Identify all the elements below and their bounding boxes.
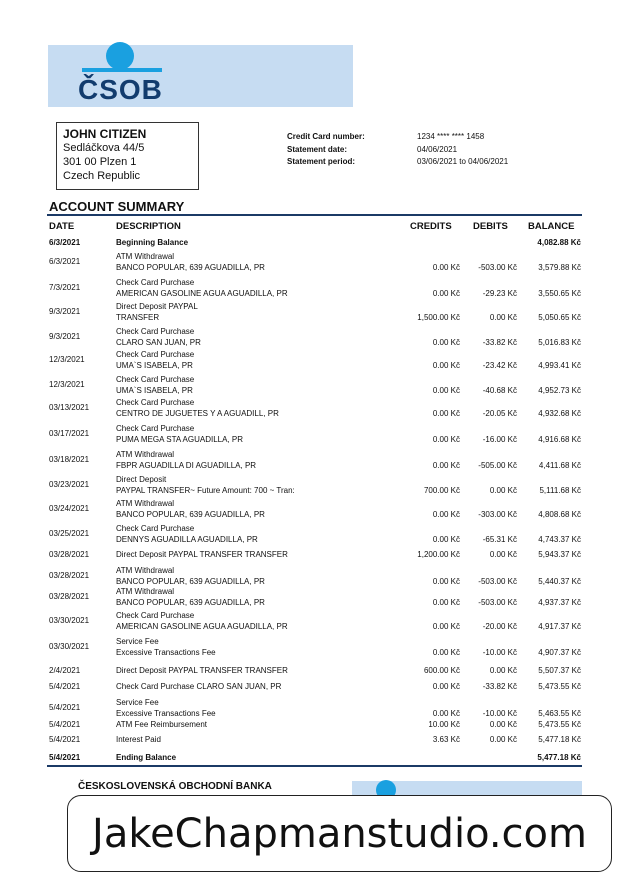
row-debit: -505.00 Kč: [478, 461, 517, 470]
row-description-line2: Check Card Purchase CLARO SAN JUAN, PR: [116, 682, 282, 691]
row-description-line2: CLARO SAN JUAN, PR: [116, 338, 201, 347]
table-row: [0, 566, 629, 588]
table-row: [0, 524, 629, 546]
row-description-line1: Check Card Purchase: [116, 327, 195, 336]
statement-period-value: 03/06/2021 to 04/06/2021: [417, 157, 509, 166]
row-date: 7/3/2021: [49, 283, 81, 292]
table-row: [0, 327, 629, 349]
customer-name: JOHN CITIZEN: [63, 127, 147, 141]
card-number-value: 1234 **** **** 1458: [417, 132, 485, 141]
row-date: 03/30/2021: [49, 642, 90, 651]
row-description-line1: Service Fee: [116, 637, 159, 646]
row-description-line2: FBPR AGUADILLA DI AGUADILLA, PR: [116, 461, 257, 470]
row-credit: 0.00 Kč: [432, 435, 460, 444]
row-credit: 0.00 Kč: [432, 709, 460, 718]
table-row: [0, 666, 629, 678]
row-date: 12/3/2021: [49, 380, 85, 389]
row-balance: 5,016.83 Kč: [538, 338, 581, 347]
row-balance: 4,907.37 Kč: [538, 648, 581, 657]
row-description-line2: BANCO POPULAR, 639 AGUADILLA, PR: [116, 510, 265, 519]
row-description-line2: PUMA MEGA STA AGUADILLA, PR: [116, 435, 244, 444]
table-row: [0, 637, 629, 659]
row-balance: 4,082.88 Kč: [537, 238, 581, 247]
row-balance: 5,507.37 Kč: [538, 666, 581, 675]
row-debit: 0.00 Kč: [489, 550, 517, 559]
row-description-line2: Excessive Transactions Fee: [116, 709, 216, 718]
row-debit: -23.42 Kč: [482, 361, 517, 370]
col-header-debits: DEBITS: [473, 221, 508, 232]
statement-date-value: 04/06/2021: [417, 144, 458, 154]
customer-country: Czech Republic: [63, 170, 141, 182]
row-description-line2: Direct Deposit PAYPAL TRANSFER TRANSFER: [116, 550, 288, 559]
row-debit: -503.00 Kč: [478, 598, 517, 607]
table-row: [0, 375, 629, 397]
table-row: [0, 698, 629, 720]
table-row: [0, 499, 629, 521]
row-description-line2: Beginning Balance: [116, 238, 189, 247]
row-description-line1: Check Card Purchase: [116, 424, 195, 433]
table-row: [0, 350, 629, 372]
row-date: 5/4/2021: [49, 720, 81, 729]
row-description-line2: PAYPAL TRANSFER~ Future Amount: 700 ~ Tran:: [116, 486, 295, 495]
customer-street: Sedláčkova 44/5: [63, 142, 145, 154]
table-row: [0, 302, 629, 324]
statement-info: [287, 131, 629, 169]
row-description-line2: AMERICAN GASOLINE AGUA AGUADILLA, PR: [116, 289, 288, 298]
row-description-line2: DENNYS AGUADILLA AGUADILLA, PR: [116, 535, 258, 544]
table-row: [0, 252, 629, 274]
row-date: 5/4/2021: [49, 682, 81, 691]
customer-address-box: [56, 122, 199, 190]
row-balance: 5,440.37 Kč: [538, 577, 581, 586]
table-row: [0, 424, 629, 446]
row-description-line2: Ending Balance: [116, 753, 177, 762]
row-description-line1: Direct Deposit: [116, 475, 167, 484]
row-description-line1: Check Card Purchase: [116, 611, 195, 620]
row-date: 12/3/2021: [49, 355, 85, 364]
row-date: 03/24/2021: [49, 504, 90, 513]
row-description-line1: Check Card Purchase: [116, 375, 195, 384]
row-description-line2: AMERICAN GASOLINE AGUA AGUADILLA, PR: [116, 622, 288, 631]
row-balance: 5,111.68 Kč: [539, 486, 581, 495]
row-credit: 0.00 Kč: [432, 409, 460, 418]
row-description-line1: Service Fee: [116, 698, 159, 707]
bank-logo-text: ČSOB: [78, 74, 163, 105]
table-row: [0, 398, 629, 420]
row-balance: 3,550.65 Kč: [538, 289, 581, 298]
row-balance: 5,050.65 Kč: [538, 313, 581, 322]
row-credit: 0.00 Kč: [432, 648, 460, 657]
row-description-line1: ATM Withdrawal: [116, 499, 175, 508]
row-balance: 4,937.37 Kč: [538, 598, 581, 607]
table-row: [0, 278, 629, 300]
row-credit: 0.00 Kč: [432, 338, 460, 347]
table-row: [0, 450, 629, 472]
table-row: [0, 611, 629, 633]
row-debit: 0.00 Kč: [489, 486, 517, 495]
table-row: [0, 238, 629, 250]
row-description-line2: BANCO POPULAR, 639 AGUADILLA, PR: [116, 263, 265, 272]
row-credit: 0.00 Kč: [432, 535, 460, 544]
row-credit: 0.00 Kč: [432, 622, 460, 631]
row-date: 03/25/2021: [49, 529, 90, 538]
row-debit: -503.00 Kč: [478, 577, 517, 586]
row-date: 03/30/2021: [49, 616, 90, 625]
row-debit: -33.82 Kč: [482, 682, 517, 691]
row-debit: -303.00 Kč: [478, 510, 517, 519]
row-debit: 0.00 Kč: [489, 735, 517, 744]
summary-top-rule: [47, 214, 582, 216]
row-date: 9/3/2021: [49, 307, 81, 316]
table-row: [0, 587, 629, 609]
row-description-line1: Direct Deposit PAYPAL: [116, 302, 198, 311]
row-description-line1: ATM Withdrawal: [116, 252, 175, 261]
row-credit: 0.00 Kč: [432, 289, 460, 298]
row-debit: -40.68 Kč: [482, 386, 517, 395]
row-credit: 0.00 Kč: [432, 386, 460, 395]
row-description-line1: Check Card Purchase: [116, 398, 195, 407]
row-description-line2: Direct Deposit PAYPAL TRANSFER TRANSFER: [116, 666, 288, 675]
row-debit: -503.00 Kč: [478, 263, 517, 272]
row-description-line2: BANCO POPULAR, 639 AGUADILLA, PR: [116, 577, 265, 586]
row-balance: 4,743.37 Kč: [538, 535, 581, 544]
row-balance: 3,579.88 Kč: [538, 263, 581, 272]
card-number-label: Credit Card number:: [287, 132, 365, 141]
row-credit: 0.00 Kč: [432, 682, 460, 691]
logo-circle-icon: [106, 42, 134, 70]
row-description-line2: BANCO POPULAR, 639 AGUADILLA, PR: [116, 598, 265, 607]
row-balance: 5,473.55 Kč: [538, 720, 581, 729]
row-credit: 0.00 Kč: [432, 361, 460, 370]
row-balance: 5,477.18 Kč: [537, 753, 581, 762]
row-description-line2: CENTRO DE JUGUETES Y A AGUADILL, PR: [116, 409, 279, 418]
row-credit: 10.00 Kč: [428, 720, 460, 729]
row-balance: 5,477.18 Kč: [538, 735, 581, 744]
row-debit: 0.00 Kč: [489, 313, 517, 322]
row-balance: 5,473.55 Kč: [538, 682, 581, 691]
logo-bar: [82, 68, 162, 72]
table-row: [0, 735, 629, 747]
row-date: 03/17/2021: [49, 429, 90, 438]
row-description-line2: UMA`S ISABELA, PR: [116, 386, 193, 395]
row-date: 03/13/2021: [49, 403, 90, 412]
row-balance: 5,463.55 Kč: [538, 709, 581, 718]
col-header-credits: CREDITS: [410, 221, 452, 232]
row-date: 03/23/2021: [49, 480, 90, 489]
statement-date-label: Statement date:: [287, 144, 348, 154]
row-date: 2/4/2021: [49, 666, 81, 675]
row-balance: 5,943.37 Kč: [538, 550, 581, 559]
row-debit: -20.05 Kč: [482, 409, 517, 418]
row-description-line2: ATM Fee Reimbursement: [116, 720, 207, 729]
row-debit: -10.00 Kč: [482, 709, 517, 718]
row-credit: 0.00 Kč: [432, 577, 460, 586]
row-date: 03/28/2021: [49, 550, 90, 559]
row-credit: 700.00 Kč: [423, 486, 460, 495]
table-row: [0, 682, 629, 694]
row-description-line1: Interest Paid: [116, 735, 161, 744]
row-description-line2: Excessive Transactions Fee: [116, 648, 216, 657]
row-description-line1: ATM Withdrawal: [116, 450, 175, 459]
row-balance: 4,808.68 Kč: [538, 510, 581, 519]
row-description-line2: UMA`S ISABELA, PR: [116, 361, 193, 370]
watermark-banner: JakeChapmanstudio.com: [67, 795, 612, 872]
row-credit: 0.00 Kč: [432, 263, 460, 272]
col-header-balance: BALANCE: [528, 221, 575, 232]
row-debit: -29.23 Kč: [482, 289, 517, 298]
row-date: 9/3/2021: [49, 332, 81, 341]
row-balance: 4,411.68 Kč: [538, 461, 581, 470]
table-row: [0, 550, 629, 562]
row-date: 03/18/2021: [49, 455, 90, 464]
table-row: [0, 475, 629, 497]
row-debit: -33.82 Kč: [482, 338, 517, 347]
row-debit: -20.00 Kč: [482, 622, 517, 631]
row-description-line1: ATM Withdrawal: [116, 587, 175, 596]
row-debit: 0.00 Kč: [489, 720, 517, 729]
row-description-line2: TRANSFER: [116, 313, 160, 322]
row-credit: 0.00 Kč: [432, 461, 460, 470]
col-header-description: DESCRIPTION: [116, 221, 181, 232]
row-date: 5/4/2021: [49, 703, 81, 712]
row-balance: 4,916.68 Kč: [538, 435, 581, 444]
table-row: [0, 753, 629, 765]
account-summary-title: ACCOUNT SUMMARY: [49, 199, 185, 214]
col-header-date: DATE: [49, 221, 75, 232]
row-description-line1: Check Card Purchase: [116, 524, 195, 533]
row-credit: 1,200.00 Kč: [417, 550, 460, 559]
row-credit: 0.00 Kč: [432, 510, 460, 519]
row-date: 03/28/2021: [49, 571, 90, 580]
row-description-line1: ATM Withdrawal: [116, 566, 175, 575]
row-balance: 4,993.41 Kč: [538, 361, 581, 370]
statement-period-label: Statement period:: [287, 157, 356, 166]
row-debit: -65.31 Kč: [482, 535, 517, 544]
row-balance: 4,952.73 Kč: [538, 386, 581, 395]
row-date: 6/3/2021: [49, 257, 81, 266]
customer-city: 301 00 Plzen 1: [63, 156, 137, 168]
table-row: [0, 720, 629, 732]
row-balance: 4,932.68 Kč: [538, 409, 581, 418]
row-date: 03/28/2021: [49, 592, 90, 601]
row-credit: 1,500.00 Kč: [417, 313, 460, 322]
row-credit: 3.63 Kč: [432, 735, 460, 744]
row-description-line1: Check Card Purchase: [116, 350, 195, 359]
row-balance: 4,917.37 Kč: [538, 622, 581, 631]
summary-bottom-rule: [47, 765, 582, 767]
row-debit: 0.00 Kč: [489, 666, 517, 675]
row-date: 5/4/2021: [49, 753, 81, 762]
row-description-line1: Check Card Purchase: [116, 278, 195, 287]
footer-bank-name: ČESKOSLOVENSKÁ OBCHODNÍ BANKA: [78, 781, 272, 792]
row-debit: -10.00 Kč: [482, 648, 517, 657]
row-date: 5/4/2021: [49, 735, 81, 744]
row-debit: -16.00 Kč: [482, 435, 517, 444]
row-credit: 0.00 Kč: [432, 598, 460, 607]
row-credit: 600.00 Kč: [423, 666, 460, 675]
row-date: 6/3/2021: [49, 238, 81, 247]
